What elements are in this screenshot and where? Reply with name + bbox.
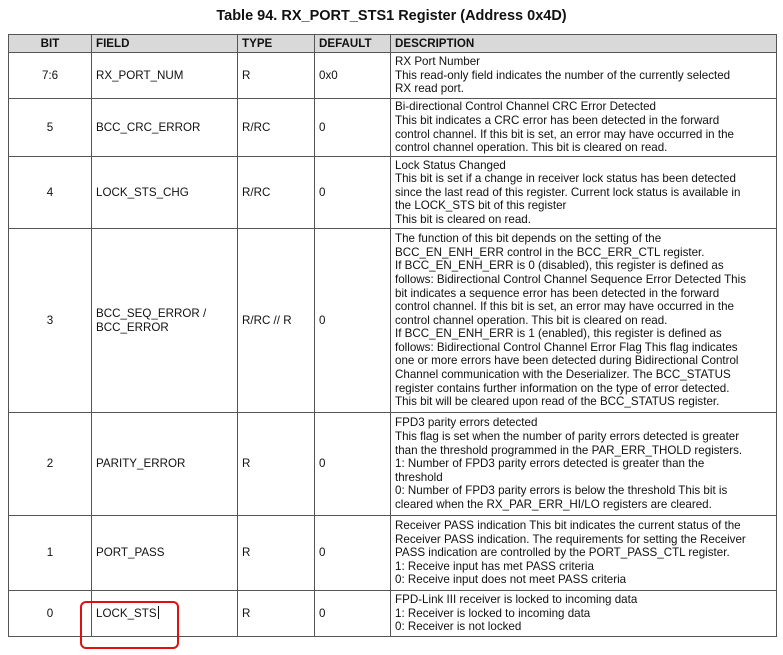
- description-line: than the threshold programmed in the PAR_ERR_THOLD registers.: [395, 443, 743, 457]
- field-line: BCC_SEQ_ERROR /: [96, 306, 207, 320]
- description-line: threshold: [395, 470, 443, 484]
- bit-cell: 5: [9, 99, 92, 157]
- description-cell: [391, 413, 777, 516]
- description-line: since the last read of this register. Current lock status is available in: [395, 185, 741, 199]
- description-line: PASS indication are controlled by the PORT_PASS_CTL register.: [395, 546, 730, 560]
- description-line: 1: Receive input has met PASS criteria: [395, 559, 594, 573]
- table-row: [9, 516, 777, 591]
- description-line: follows: Bidirectional Control Channel Sequence Error Detected This: [395, 272, 746, 286]
- type-cell: R: [238, 516, 315, 591]
- field-cell[interactable]: [92, 591, 238, 637]
- description-line: RX Port Number: [395, 55, 481, 69]
- default-cell: 0: [315, 516, 391, 591]
- field-cell: RX_PORT_NUM: [92, 53, 238, 99]
- default-cell: 0: [315, 591, 391, 637]
- description-line: 1: Number of FPD3 parity errors detected is greater than the: [395, 457, 705, 471]
- bit-cell: 0: [9, 591, 92, 637]
- description-line: cleared when the RX_PAR_ERR_HI/LO registers are cleared.: [395, 497, 712, 511]
- field-text[interactable]: LOCK_STS: [96, 607, 157, 621]
- bit-cell: 7:6: [9, 53, 92, 99]
- description-line: BCC_EN_ENH_ERR control in the BCC_ERR_CTL register.: [395, 245, 705, 259]
- table-row: [9, 157, 777, 229]
- type-cell: R/RC // R: [238, 229, 315, 413]
- description-line: RX read port.: [395, 82, 464, 96]
- table-row: [9, 99, 777, 157]
- field-cell: PORT_PASS: [92, 516, 238, 591]
- default-cell: 0: [315, 99, 391, 157]
- header-type: TYPE: [238, 35, 315, 53]
- header-field: FIELD: [92, 35, 238, 53]
- description-line: This bit will be cleared upon read of the BCC_STATUS register.: [395, 395, 720, 409]
- description-line: This bit indicates a CRC error has been detected in the forward: [395, 113, 720, 127]
- description-cell: [391, 229, 777, 413]
- default-cell: 0: [315, 229, 391, 413]
- description-line: the LOCK_STS bit of this register: [395, 199, 567, 213]
- description-cell: [391, 99, 777, 157]
- description-line: control channel operation. This bit is cleared on read.: [395, 141, 668, 155]
- field-cell: LOCK_STS_CHG: [92, 157, 238, 229]
- description-line: If BCC_EN_ENH_ERR is 0 (disabled), this register is defined as: [395, 259, 724, 273]
- table-row: [9, 591, 777, 637]
- description-line: Receiver PASS indication This bit indicates the current status of the: [395, 519, 741, 533]
- description-line: FPD-Link III receiver is locked to incoming data: [395, 593, 638, 607]
- description-cell: [391, 591, 777, 637]
- description-line: control channel. If this bit is set, an error may have occurred in the: [395, 127, 734, 141]
- bit-cell: 2: [9, 413, 92, 516]
- table-row: [9, 53, 777, 99]
- text-cursor: [158, 606, 159, 619]
- field-cell: [92, 229, 238, 413]
- description-line: control channel operation. This bit is cleared on read.: [395, 313, 668, 327]
- description-line: 1: Receiver is locked to incoming data: [395, 606, 591, 620]
- header-default: DEFAULT: [315, 35, 391, 53]
- type-cell: R/RC: [238, 157, 315, 229]
- description-line: The function of this bit depends on the setting of the: [395, 232, 662, 246]
- bit-cell: 1: [9, 516, 92, 591]
- description-line: Channel communication with the Deserializer. The BCC_STATUS: [395, 368, 731, 382]
- description-line: This read-only field indicates the number of the currently selected: [395, 68, 731, 82]
- field-cell: PARITY_ERROR: [92, 413, 238, 516]
- description-line: This bit is set if a change in receiver lock status has been detected: [395, 172, 736, 186]
- description-line: 0: Receive input does not meet PASS criteria: [395, 573, 627, 587]
- description-cell: [391, 53, 777, 99]
- description-line: register contains further information on the type of error detected.: [395, 381, 730, 395]
- description-line: Bi-directional Control Channel CRC Error Detected: [395, 100, 656, 114]
- type-cell: R: [238, 413, 315, 516]
- header-description: DESCRIPTION: [391, 35, 777, 53]
- default-cell: 0: [315, 157, 391, 229]
- description-line: 0: Receiver is not locked: [395, 620, 522, 634]
- description-line: one or more errors have been detected during Bidirectional Control: [395, 354, 739, 368]
- description-line: Receiver PASS indication. The requirements for setting the Receiver: [395, 532, 746, 546]
- table-row: [9, 229, 777, 413]
- description-line: This flag is set when the number of parity errors detected is greater: [395, 430, 740, 444]
- description-line: Lock Status Changed: [395, 158, 506, 172]
- description-line: control channel. If this bit is set, an error may have occurred in the: [395, 300, 734, 314]
- description-cell: [391, 516, 777, 591]
- type-cell: R/RC: [238, 99, 315, 157]
- type-cell: R: [238, 53, 315, 99]
- table-title: Table 94. RX_PORT_STS1 Register (Address 0x4D): [216, 8, 567, 24]
- description-line: follows: Bidirectional Control Channel Error Flag This flag indicates: [395, 340, 738, 354]
- description-line: If BCC_EN_ENH_ERR is 1 (enabled), this register is defined as: [395, 327, 722, 341]
- bit-cell: 3: [9, 229, 92, 413]
- register-table: [8, 34, 777, 637]
- field-cell: BCC_CRC_ERROR: [92, 99, 238, 157]
- header-row: [9, 35, 777, 53]
- header-bit: BIT: [9, 35, 92, 53]
- description-line: FPD3 parity errors detected: [395, 416, 538, 430]
- description-line: bit indicates a sequence error has been detected in the forward: [395, 286, 720, 300]
- type-cell: R: [238, 591, 315, 637]
- default-cell: 0: [315, 413, 391, 516]
- default-cell: 0x0: [315, 53, 391, 99]
- table-row: [9, 413, 777, 516]
- field-line: BCC_ERROR: [96, 320, 169, 334]
- description-line: This bit is cleared on read.: [395, 212, 531, 226]
- description-line: 0: Number of FPD3 parity errors is below the threshold This bit is: [395, 484, 728, 498]
- bit-cell: 4: [9, 157, 92, 229]
- description-cell: [391, 157, 777, 229]
